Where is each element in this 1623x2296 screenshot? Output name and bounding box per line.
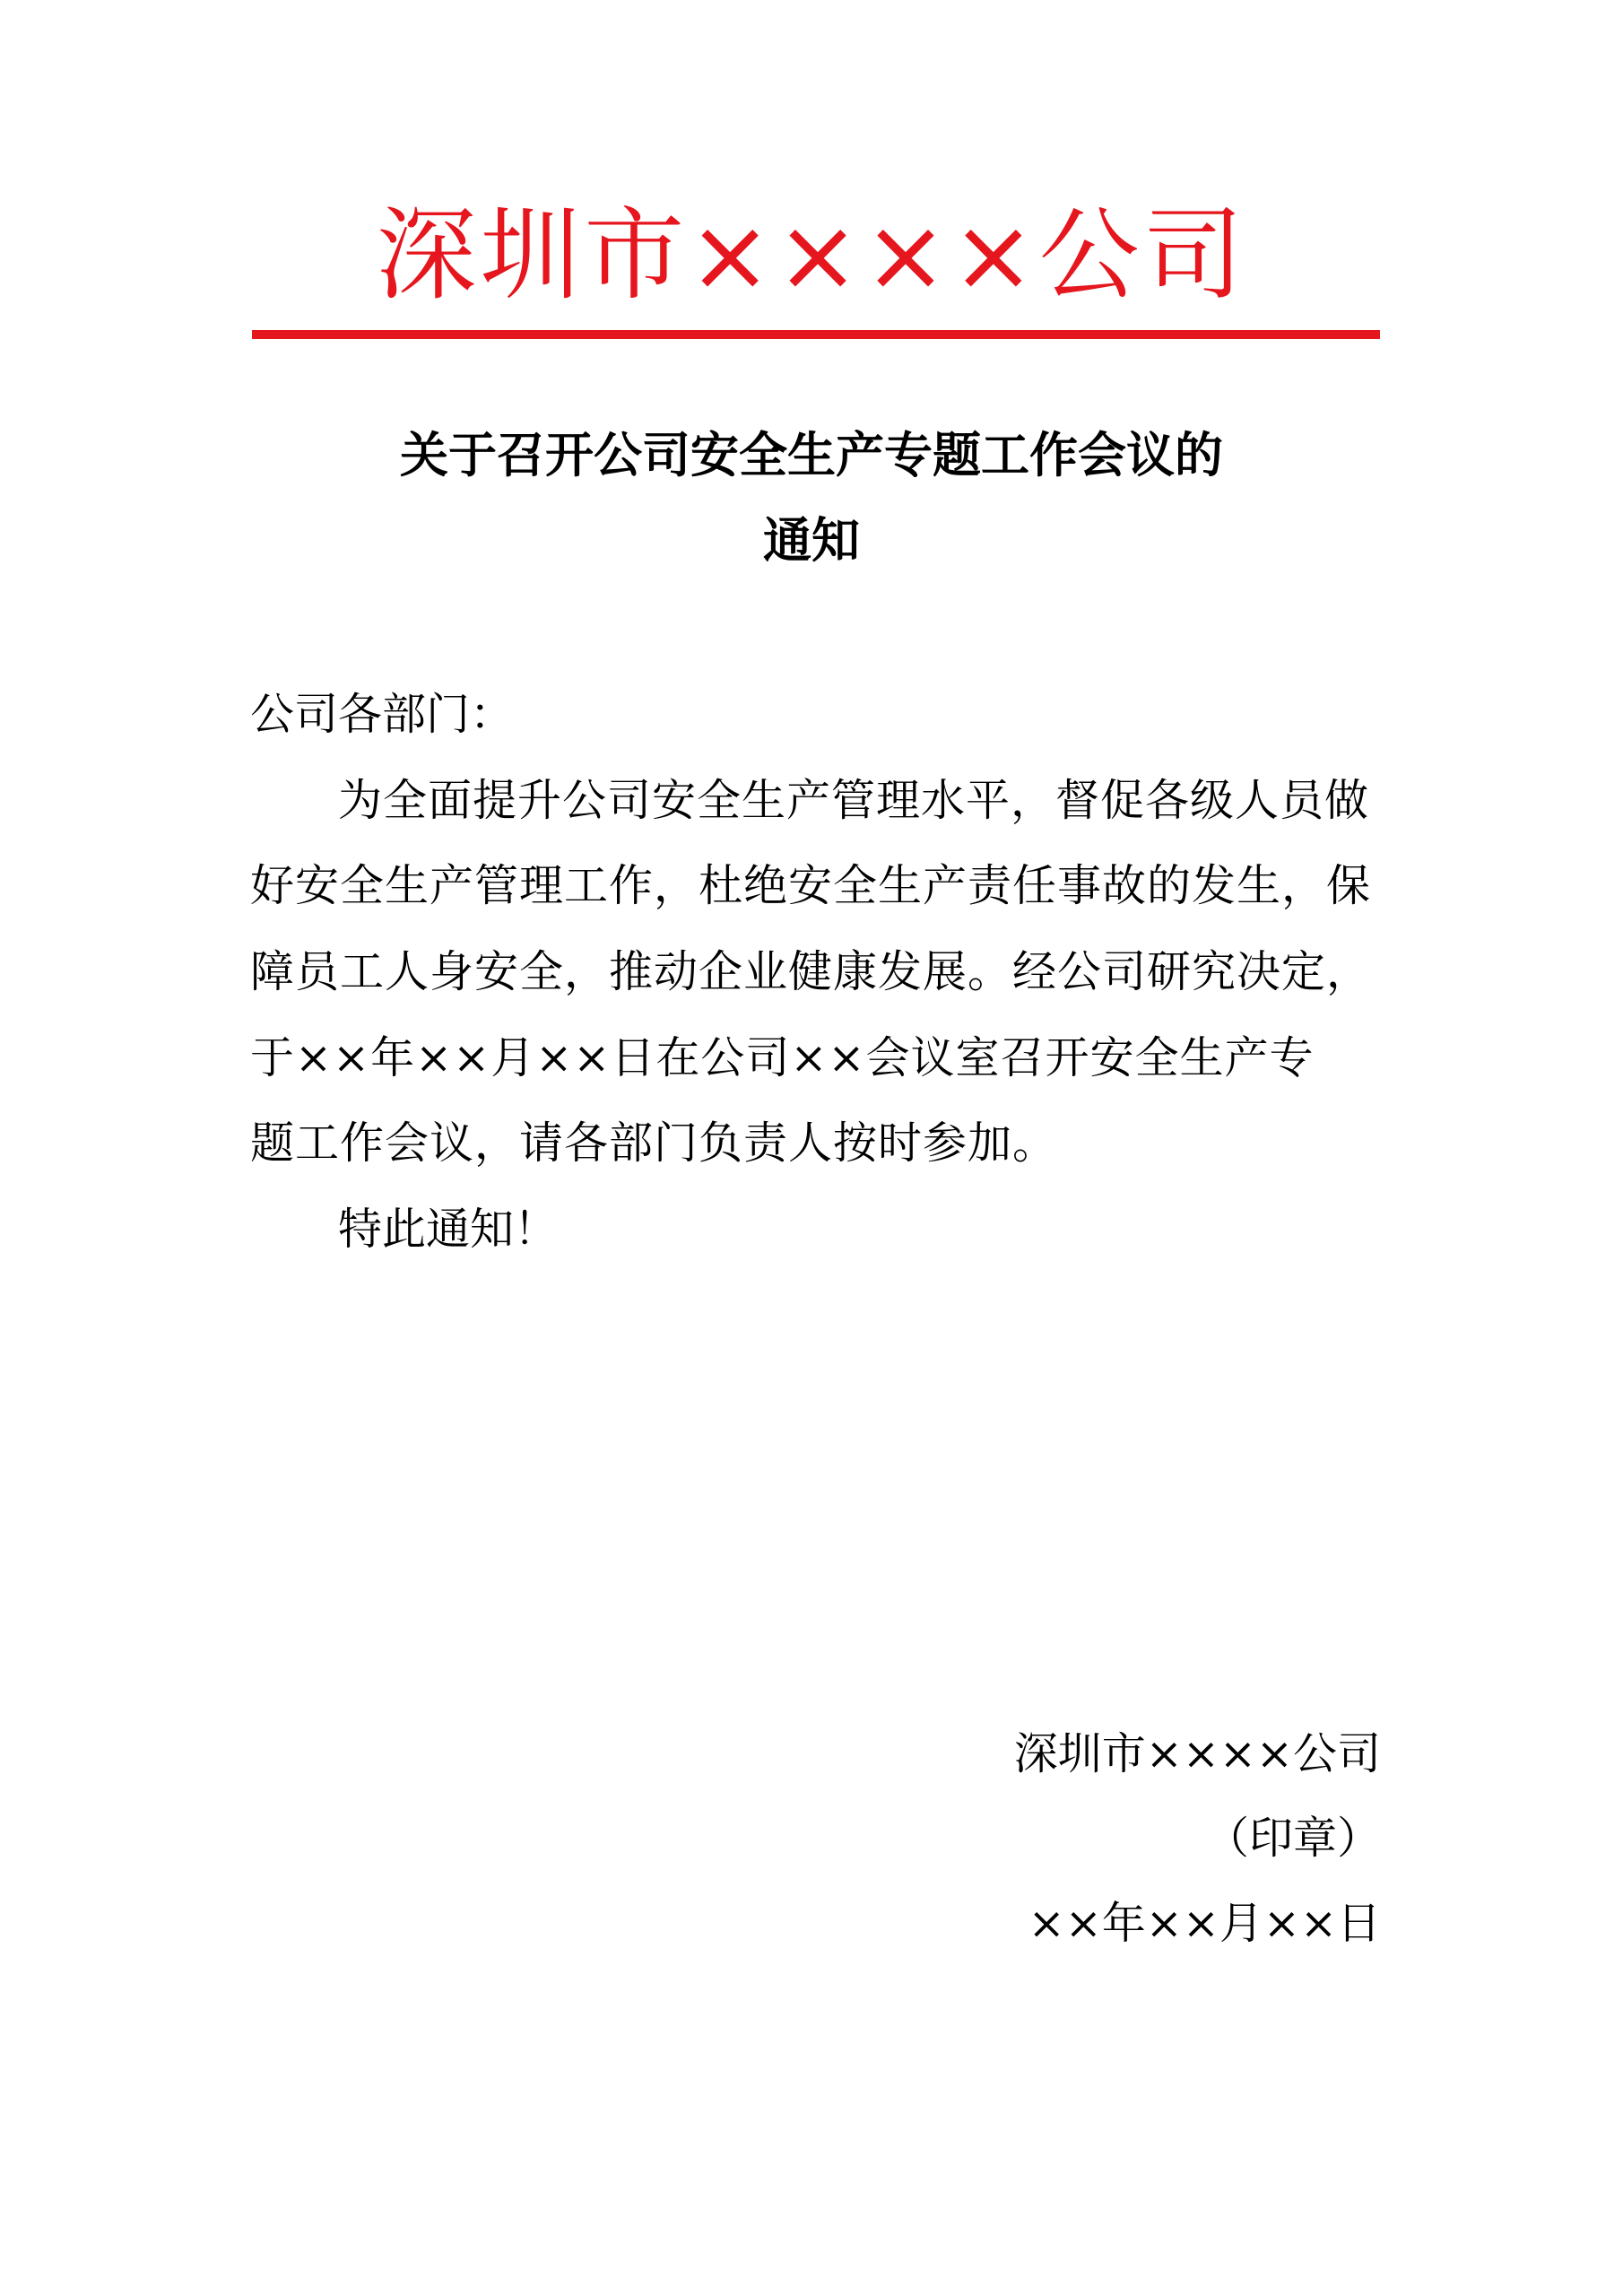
body-line: 为全面提升公司安全生产管理水平，督促各级人员做	[338, 775, 1370, 826]
body-line: 障员工人身安全，推动企业健康发展。经公司研究决定，	[250, 946, 1372, 997]
signature-date: ××年××月××日	[1028, 1898, 1381, 1949]
body-line: 题工作会议，请各部门负责人按时参加。	[250, 1118, 1058, 1169]
closing-remark: 特此通知！	[338, 1204, 559, 1255]
body-line: 好安全生产管理工作，杜绝安全生产责任事故的发生，保	[250, 860, 1372, 911]
signature-seal: （印章）	[1204, 1813, 1381, 1864]
salutation: 公司各部门：	[250, 689, 515, 740]
letterhead-red-rule	[252, 330, 1380, 339]
document-title-line-1: 关于召开公司安全生产专题工作会议的	[400, 426, 1223, 483]
letterhead-title: 深圳市××××公司	[376, 197, 1247, 314]
signature-company: 深圳市××××公司	[1013, 1728, 1381, 1779]
document-title-line-2: 通知	[763, 511, 860, 569]
body-line: 于××年××月××日在公司××会议室召开安全生产专	[250, 1032, 1315, 1083]
